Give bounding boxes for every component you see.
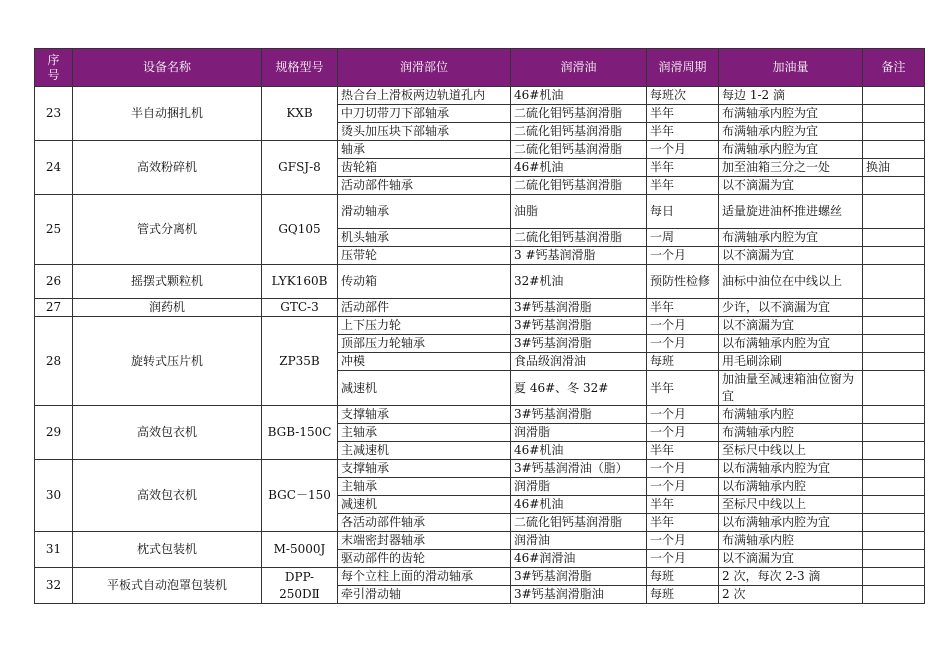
lube-oil: 46#润滑油: [511, 550, 647, 568]
remark: [863, 532, 925, 550]
lube-period: 一个月: [647, 335, 719, 353]
lube-period: 半年: [647, 299, 719, 317]
lube-part: 主轴承: [338, 424, 511, 442]
remark: [863, 229, 925, 247]
lube-part: 活动部件轴承: [338, 177, 511, 195]
oil-amount: 布满轴承内腔为宜: [719, 105, 863, 123]
remark: [863, 460, 925, 478]
remark: 换油: [863, 159, 925, 177]
lubrication-table: [34, 48, 925, 604]
oil-amount: 以布满轴承内腔: [719, 478, 863, 496]
lube-part: 减速机: [338, 371, 511, 406]
lube-period: 一个月: [647, 460, 719, 478]
oil-amount: 以不滴漏为宜: [719, 247, 863, 265]
lube-period: 每班: [647, 568, 719, 586]
model-spec: GTC-3: [262, 299, 338, 317]
lube-oil: 3 #钙基润滑脂: [511, 247, 647, 265]
remark: [863, 424, 925, 442]
remark: [863, 105, 925, 123]
lube-period: 每日: [647, 195, 719, 229]
table-row: [35, 317, 925, 335]
remark: [863, 87, 925, 105]
table-row: [35, 141, 925, 159]
lube-oil: 3#钙基润滑脂: [511, 406, 647, 424]
lube-period: 一个月: [647, 478, 719, 496]
lube-oil: 46#机油: [511, 159, 647, 177]
remark: [863, 123, 925, 141]
row-number: 30: [35, 460, 73, 532]
lube-part: 末端密封器轴承: [338, 532, 511, 550]
lube-period: 每班: [647, 353, 719, 371]
oil-amount: 至标尺中线以上: [719, 442, 863, 460]
lube-period: 每班次: [647, 87, 719, 105]
lube-part: 主轴承: [338, 478, 511, 496]
lube-oil: 二硫化钼钙基润滑脂: [511, 123, 647, 141]
lube-part: 各活动部件轴承: [338, 514, 511, 532]
oil-amount: 布满轴承内腔为宜: [719, 229, 863, 247]
lube-oil: 润滑脂: [511, 424, 647, 442]
equipment-name: 管式分离机: [73, 195, 262, 265]
lube-part: 主减速机: [338, 442, 511, 460]
lube-part: 机头轴承: [338, 229, 511, 247]
lube-period: 半年: [647, 123, 719, 141]
remark: [863, 496, 925, 514]
table-row: [35, 265, 925, 299]
lube-part: 每个立柱上面的滑动轴承: [338, 568, 511, 586]
equipment-name: 半自动捆扎机: [73, 87, 262, 141]
model-spec: M-5000J: [262, 532, 338, 568]
lube-part: 冲模: [338, 353, 511, 371]
lube-period: 一个月: [647, 424, 719, 442]
lube-period: 半年: [647, 514, 719, 532]
header-part: 润滑部位: [338, 49, 511, 87]
table-row: [35, 195, 925, 229]
lube-period: 半年: [647, 159, 719, 177]
oil-amount: 以布满轴承内腔为宜: [719, 460, 863, 478]
table-row: [35, 406, 925, 424]
row-number: 23: [35, 87, 73, 141]
lube-oil: 3#钙基润滑脂油: [511, 586, 647, 604]
header-model: 规格型号: [262, 49, 338, 87]
oil-amount: 2 次，每次 2-3 滴: [719, 568, 863, 586]
oil-amount: 用毛刷涂刷: [719, 353, 863, 371]
header-row: [35, 49, 925, 87]
lube-oil: 润滑脂: [511, 478, 647, 496]
table-row: [35, 568, 925, 586]
lube-period: 半年: [647, 442, 719, 460]
equipment-name: 摇摆式颗粒机: [73, 265, 262, 299]
lube-oil: 二硫化钼钙基润滑脂: [511, 141, 647, 159]
row-number: 31: [35, 532, 73, 568]
model-spec: BGC－150: [262, 460, 338, 532]
remark: [863, 177, 925, 195]
lube-oil: 46#机油: [511, 442, 647, 460]
lube-oil: 32#机油: [511, 265, 647, 299]
remark: [863, 586, 925, 604]
lube-period: 预防性检修: [647, 265, 719, 299]
model-spec: GQ105: [262, 195, 338, 265]
equipment-name: 高效包衣机: [73, 460, 262, 532]
oil-amount: 以不滴漏为宜: [719, 317, 863, 335]
oil-amount: 布满轴承内腔为宜: [719, 141, 863, 159]
table-body: [35, 87, 925, 604]
lube-period: 半年: [647, 496, 719, 514]
lube-oil: 3#钙基润滑脂: [511, 299, 647, 317]
lube-oil: 二硫化钼钙基润滑脂: [511, 105, 647, 123]
row-number: 29: [35, 406, 73, 460]
equipment-name: 润药机: [73, 299, 262, 317]
lube-part: 压带轮: [338, 247, 511, 265]
table-row: [35, 532, 925, 550]
table-row: [35, 87, 925, 105]
header-amount: 加油量: [719, 49, 863, 87]
oil-amount: 2 次: [719, 586, 863, 604]
lube-oil: 二硫化钼钙基润滑脂: [511, 177, 647, 195]
lube-period: 半年: [647, 177, 719, 195]
lube-period: 一个月: [647, 317, 719, 335]
lube-period: 半年: [647, 371, 719, 406]
lube-part: 上下压力轮: [338, 317, 511, 335]
remark: [863, 317, 925, 335]
oil-amount: 适量旋进油杯推进螺丝: [719, 195, 863, 229]
lube-period: 一个月: [647, 247, 719, 265]
lube-oil: 3#钙基润滑脂: [511, 335, 647, 353]
equipment-name: 高效粉碎机: [73, 141, 262, 195]
remark: [863, 371, 925, 406]
lube-oil: 润滑油: [511, 532, 647, 550]
oil-amount: 少许，以不滴漏为宜: [719, 299, 863, 317]
oil-amount: 布满轴承内腔: [719, 424, 863, 442]
lube-part: 热合台上滑板两边轨道孔内: [338, 87, 511, 105]
remark: [863, 265, 925, 299]
equipment-name: 旋转式压片机: [73, 317, 262, 406]
remark: [863, 141, 925, 159]
remark: [863, 195, 925, 229]
remark: [863, 247, 925, 265]
lube-part: 支撑轴承: [338, 460, 511, 478]
oil-amount: 加油量至减速箱油位窗为宜: [719, 371, 863, 406]
model-spec: BGB-150C: [262, 406, 338, 460]
equipment-name: 枕式包装机: [73, 532, 262, 568]
lube-part: 齿轮箱: [338, 159, 511, 177]
lube-oil: 夏 46#、冬 32#: [511, 371, 647, 406]
lube-oil: 油脂: [511, 195, 647, 229]
row-number: 25: [35, 195, 73, 265]
lube-part: 牵引滑动轴: [338, 586, 511, 604]
lube-part: 驱动部件的齿轮: [338, 550, 511, 568]
oil-amount: 每边 1-2 滴: [719, 87, 863, 105]
lube-period: 半年: [647, 105, 719, 123]
lube-period: 一个月: [647, 532, 719, 550]
lube-part: 活动部件: [338, 299, 511, 317]
lube-oil: 食品级润滑油: [511, 353, 647, 371]
row-number: 26: [35, 265, 73, 299]
oil-amount: 以不滴漏为宜: [719, 550, 863, 568]
lube-oil: 3#钙基润滑脂: [511, 568, 647, 586]
remark: [863, 442, 925, 460]
row-number: 27: [35, 299, 73, 317]
lube-part: 传动箱: [338, 265, 511, 299]
lube-part: 烫头加压块下部轴承: [338, 123, 511, 141]
oil-amount: 以不滴漏为宜: [719, 177, 863, 195]
remark: [863, 514, 925, 532]
oil-amount: 布满轴承内腔为宜: [719, 123, 863, 141]
remark: [863, 335, 925, 353]
lube-part: 减速机: [338, 496, 511, 514]
model-spec: LYK160B: [262, 265, 338, 299]
lube-oil: 3#钙基润滑脂: [511, 317, 647, 335]
row-number: 32: [35, 568, 73, 604]
lube-period: 一个月: [647, 406, 719, 424]
model-spec: KXB: [262, 87, 338, 141]
lube-period: 一周: [647, 229, 719, 247]
table-row: [35, 460, 925, 478]
lube-oil: 二硫化钼钙基润滑脂: [511, 514, 647, 532]
oil-amount: 以布满轴承内腔为宜: [719, 335, 863, 353]
lube-part: 顶部压力轮轴承: [338, 335, 511, 353]
lube-oil: 46#机油: [511, 496, 647, 514]
remark: [863, 353, 925, 371]
lube-period: 一个月: [647, 141, 719, 159]
remark: [863, 550, 925, 568]
oil-amount: 布满轴承内腔: [719, 406, 863, 424]
remark: [863, 478, 925, 496]
lube-period: 每班: [647, 586, 719, 604]
remark: [863, 568, 925, 586]
model-spec: ZP35B: [262, 317, 338, 406]
lube-oil: 二硫化钼钙基润滑脂: [511, 229, 647, 247]
row-number: 28: [35, 317, 73, 406]
header-no: 序号: [35, 49, 73, 87]
header-oil: 润滑油: [511, 49, 647, 87]
oil-amount: 至标尺中线以上: [719, 496, 863, 514]
oil-amount: 以布满轴承内腔为宜: [719, 514, 863, 532]
oil-amount: 布满轴承内腔: [719, 532, 863, 550]
lube-part: 中刀切带刀下部轴承: [338, 105, 511, 123]
header-name: 设备名称: [73, 49, 262, 87]
lube-oil: 46#机油: [511, 87, 647, 105]
oil-amount: 油标中油位在中线以上: [719, 265, 863, 299]
table-row: [35, 299, 925, 317]
model-spec: DPP-250DⅡ: [262, 568, 338, 604]
lube-period: 一个月: [647, 550, 719, 568]
model-spec: GFSJ-8: [262, 141, 338, 195]
equipment-name: 高效包衣机: [73, 406, 262, 460]
oil-amount: 加至油箱三分之一处: [719, 159, 863, 177]
equipment-name: 平板式自动泡罩包装机: [73, 568, 262, 604]
header-period: 润滑周期: [647, 49, 719, 87]
remark: [863, 299, 925, 317]
header-note: 备注: [863, 49, 925, 87]
lube-part: 轴承: [338, 141, 511, 159]
lube-oil: 3#钙基润滑油（脂）: [511, 460, 647, 478]
lube-part: 支撑轴承: [338, 406, 511, 424]
row-number: 24: [35, 141, 73, 195]
lube-part: 滑动轴承: [338, 195, 511, 229]
remark: [863, 406, 925, 424]
